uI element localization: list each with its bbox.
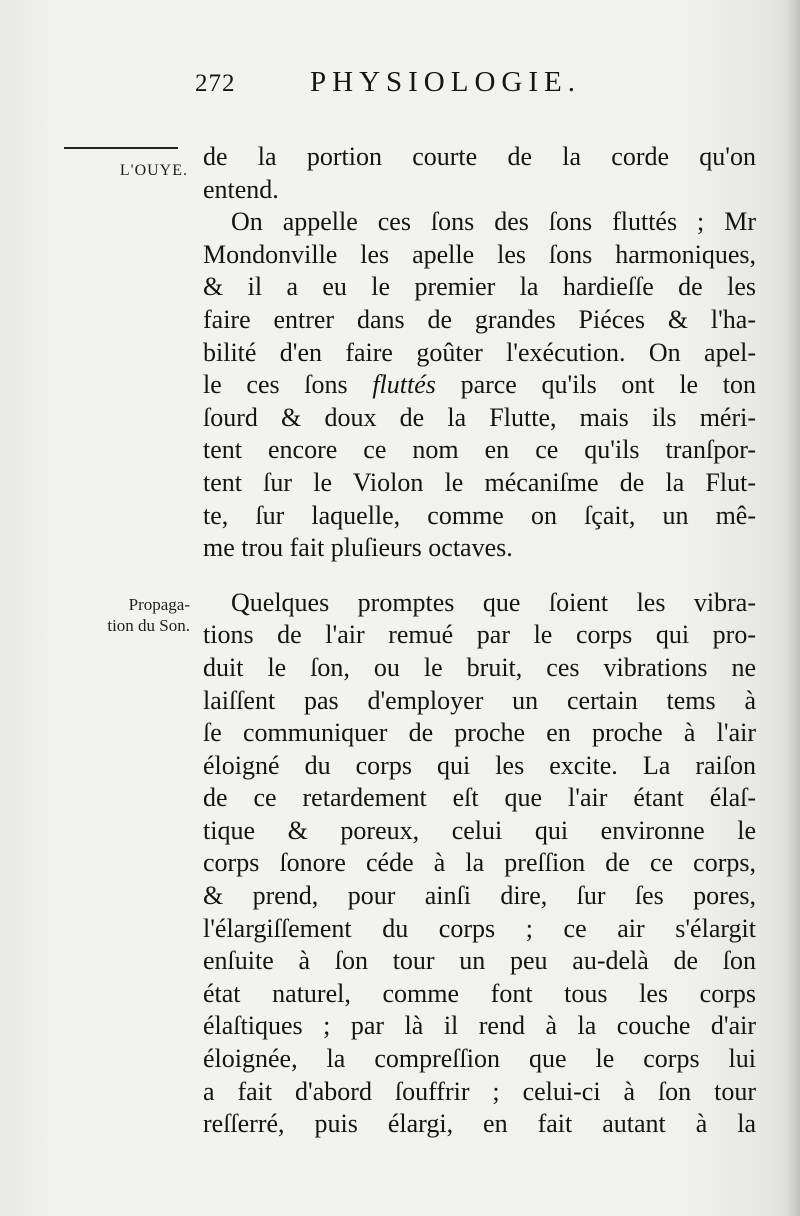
text-line: état naturel, comme font tous les corps	[203, 978, 756, 1008]
text-line: ſourd & doux de la Flutte, mais ils méri-	[203, 402, 756, 432]
paragraph-1	[203, 141, 756, 206]
text-line: enſuite à ſon tour un peu au-delà de ſon	[203, 946, 756, 976]
text-line: faire entrer dans de grandes Piéces & l'ha-	[203, 304, 756, 334]
text-line: laiſſent pas d'employer un certain tems à	[203, 685, 756, 715]
page-number: 272	[195, 70, 236, 97]
text-line: élaſtiques ; par là il rend à la couche d'air	[203, 1011, 756, 1041]
text-line: tent ſur le Violon le mécaniſme de la Flut-	[203, 467, 756, 497]
text-line: Quelques promptes que ſoient les vibra-	[231, 587, 756, 617]
text-line: entend.	[203, 174, 279, 204]
text-line: & prend, pour ainſi dire, ſur ſes pores,	[203, 881, 756, 911]
margin-note-propagation-line: tion du Son.	[107, 616, 190, 635]
body-text	[203, 141, 756, 1141]
margin-note-ouye-text: L'OUYE.	[119, 162, 188, 179]
text-line: duit le ſon, ou le bruit, ces vibrations ne	[203, 652, 756, 682]
text-line: te, ſur laquelle, comme on ſçait, un mê-	[203, 500, 756, 530]
text-line: ſe communiquer de proche en proche à l'air	[203, 718, 756, 748]
text-line: reſſerré, puis élargi, en fait autant à la	[203, 1109, 756, 1139]
paragraph-2	[203, 206, 756, 565]
text-line: éloigné du corps qui les excite. La raiſon	[203, 750, 756, 780]
page-header	[195, 66, 755, 106]
margin-note-ouye	[60, 160, 188, 181]
italic-word: fluttés	[372, 370, 436, 400]
margin-note-propagation	[60, 594, 190, 636]
page-edge-shadow	[786, 0, 800, 1216]
text-line: tique & poreux, celui qui environne le	[203, 815, 756, 845]
running-title: PHYSIOLOGIE.	[310, 66, 581, 98]
margin-rule	[64, 147, 178, 149]
text-line: éloignée, la compreſſion que le corps lui	[203, 1044, 756, 1074]
text-line: de la portion courte de la corde qu'on	[203, 142, 756, 171]
text-line: tions de l'air remué par le corps qui pro-	[203, 620, 756, 650]
margin-note-propagation-line: Propaga-	[128, 595, 190, 614]
text-line: Mondonville les apelle les ſons harmoniques,	[203, 239, 756, 269]
text-line: On appelle ces ſons des ſons fluttés ; Mr	[231, 207, 756, 237]
text-line: & il a eu le premier la hardieſſe de les	[203, 272, 756, 302]
text-line: a fait d'abord ſouffrir ; celui-ci à ſon tour	[203, 1076, 756, 1106]
text-line: l'élargiſſement du corps ; ce air s'élargit	[203, 913, 756, 943]
text-line: de ce retardement eſt que l'air étant élaſ-	[203, 783, 756, 813]
paragraph-3	[203, 587, 756, 1141]
text-line: me trou fait pluſieurs octaves.	[203, 533, 513, 563]
text-line: tent encore ce nom en ce qu'ils tranſpor-	[203, 435, 756, 465]
text-line: corps ſonore céde à la preſſion de ce corps,	[203, 848, 756, 878]
text-line: bilité d'en faire goûter l'exécution. On apel-	[203, 337, 756, 367]
text-line: le ces ſons fluttés parce qu'ils ont le ton	[203, 370, 756, 400]
